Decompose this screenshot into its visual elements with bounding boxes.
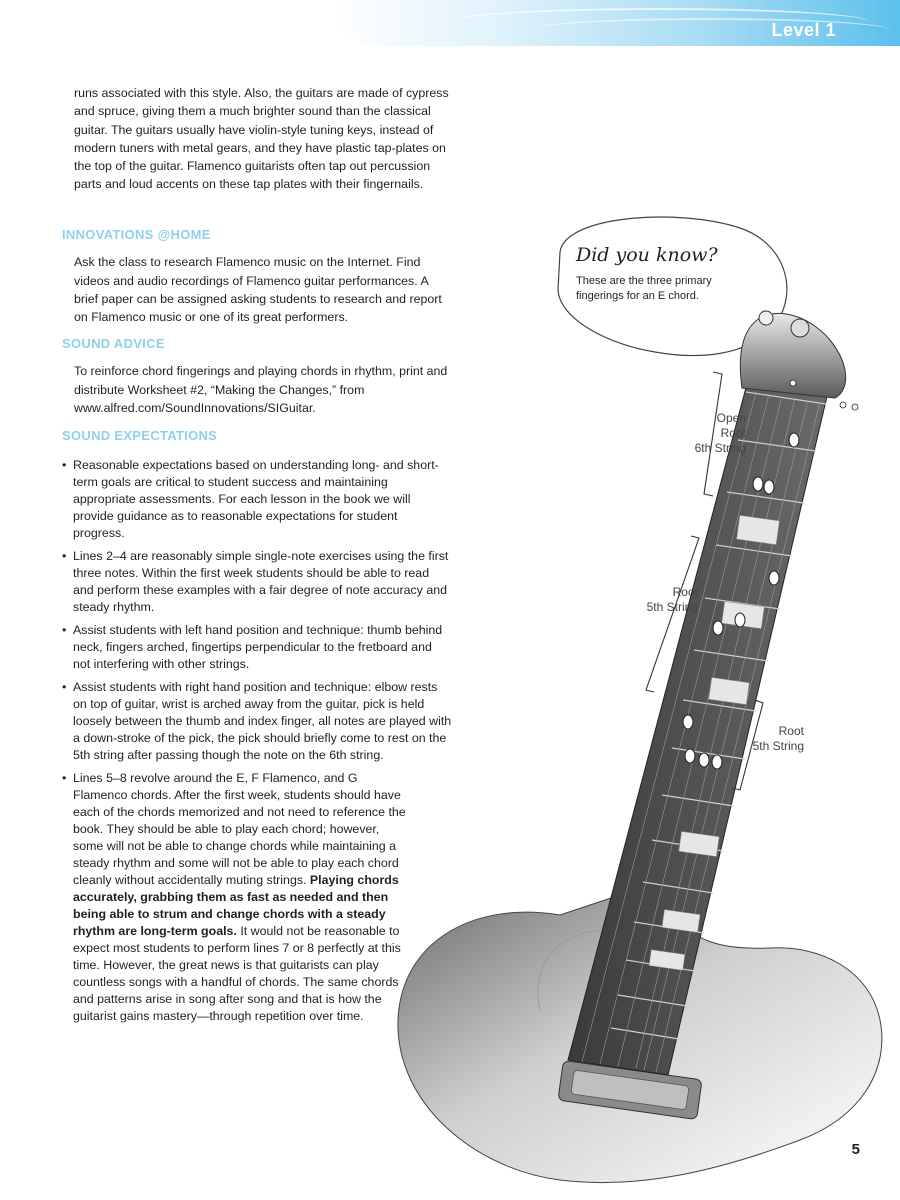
tuner-dot — [790, 380, 796, 386]
intro-paragraph: runs associated with this style. Also, the guitars are made of cypress and spruce, giving them a much brighter sound than the classical guitar. The guitars usually have violin-style tuning keys, instead of modern tuners with metal gears, and they have plastic tap-plates on the top of the guitar. Flamenco guitarists often tap out percussion parts and loud accents on these tap plates with their fingernails. — [74, 86, 449, 192]
chord-label-root-5th-a — [600, 585, 698, 615]
innovations-heading: INNOVATIONS @HOME — [62, 227, 211, 242]
tuner-peg — [791, 319, 809, 337]
expectations-list — [62, 457, 452, 1025]
tuner-dot — [852, 404, 858, 410]
level-label: Level 1 — [771, 20, 836, 40]
list-item — [62, 770, 413, 1025]
sound-expectations-section — [62, 427, 452, 1031]
label-line: Root — [672, 585, 698, 599]
tuner-dot — [840, 402, 846, 408]
sound-advice-text: To reinforce chord fingerings and playing chords in rhythm, print and distribute Worksheet #2, “Making the Changes,” from www.alfred.com/SoundInnovations/SIGuitar. — [74, 364, 448, 415]
label-line: 5th String — [646, 600, 698, 614]
tuner-peg — [759, 311, 773, 325]
list-item: • Assist students with right hand position and technique: elbow rests on top of guitar, wrist is arched away from the guitar, pick is held loosely between the thumb and index finger, all notes are played with a down-stroke of the pick, the pick should briefly come to rest on the 5th string after passing though the note on the 6th string. — [62, 679, 452, 764]
sound-advice-section — [62, 335, 452, 417]
list-item: • Lines 2–4 are reasonably simple single-note exercises using the first three notes. Within the first week students should be able to read and perform these examples with a fair degree of note accuracy and steady rhythm. — [62, 548, 452, 616]
page-number: 5 — [851, 1141, 860, 1158]
list-item-bold-text: Playing chords accurately, grabbing them as fast as needed and then being able to strum and change chords with a steady rhythm are long-term goals. — [73, 873, 399, 939]
sound-advice-heading: SOUND ADVICE — [62, 336, 165, 351]
list-item-text: It would not be reasonable to expect most students to perform lines 7 or 8 perfectly at this time. However, the great news is that guitarists can play countless songs with a handful of chords. The same chords and patterns arise in song after song and that is how the guitarist gains mastery—through repetition over time. — [73, 924, 401, 1024]
chord-label-root-5th-b — [720, 724, 804, 754]
intro-paragraph-block — [62, 84, 452, 194]
list-item-text: Lines 5–8 revolve around the E, F Flamenco, and G Flamenco chords. After the first week, students should have each of the chords memorized and not need to reference the book. They should be able to play each chord; however, some will not be able to change chords while maintaining a steady rhythm and some will not be able to play each chord cleanly without accidentally muting strings. — [73, 771, 406, 888]
innovations-text: Ask the class to research Flamenco music on the Internet. Find videos and audio recordings of Flamenco guitar performances. A brief paper can be assigned asking students to research and report on Flamenco music or one of its great performers. — [74, 255, 442, 325]
label-line: 5th String — [752, 739, 804, 753]
label-line: Open — [716, 411, 746, 425]
did-you-know-title: Did you know? — [576, 244, 718, 266]
label-line: Root — [778, 724, 804, 738]
innovations-section — [62, 226, 452, 326]
did-you-know-text: These are the three primary fingerings for an E chord. — [576, 275, 712, 302]
list-item: • Reasonable expectations based on understanding long- and short-term goals are critical to student success and maintaining appropriate assessments. For each lesson in the book we will provide guidance as to reasonable expectations for student progress. — [62, 457, 452, 542]
chord-label-open-root-6th — [662, 411, 746, 456]
label-line: Root — [720, 426, 746, 440]
sound-expectations-heading: SOUND EXPECTATIONS — [62, 428, 218, 443]
list-item: • Assist students with left hand position and technique: thumb behind neck, fingers arched, fingertips perpendicular to the fretboard and not interfering with other strings. — [62, 622, 452, 673]
label-line: 6th String — [694, 441, 746, 455]
